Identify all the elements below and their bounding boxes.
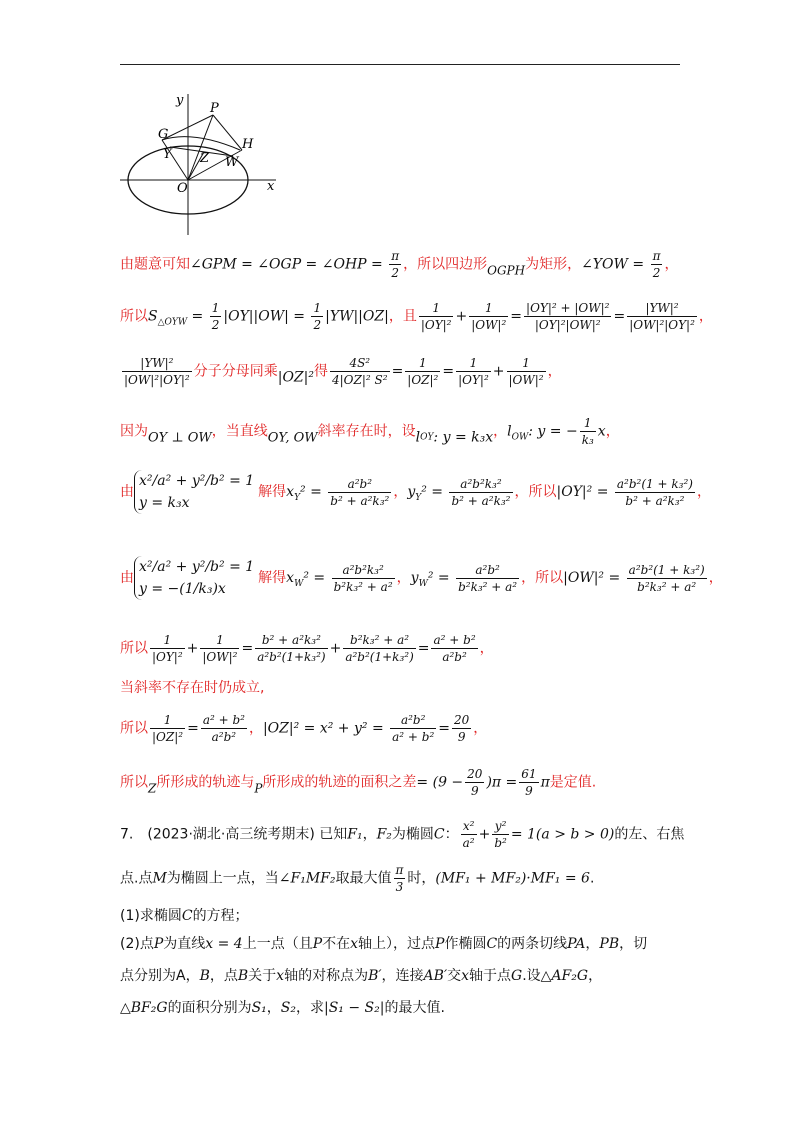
l4-text-4: ， — [493, 423, 508, 440]
l10-text-1: 所以 — [120, 774, 148, 791]
l4-text-5: ， — [605, 423, 620, 440]
q7-l1-math-2: F₂ — [376, 826, 392, 843]
l6-math-1: x — [286, 570, 295, 586]
l3-frac-3-num: 1 — [405, 355, 440, 372]
l7-text-2: ， — [479, 640, 494, 657]
q7-l6-text-1: 的面积分别为 — [167, 1000, 252, 1016]
l1-frac-2 — [651, 248, 663, 281]
q7-l2-frac-1-num: π — [395, 863, 404, 877]
q7-l4-math-4: x — [350, 936, 359, 952]
l9-frac-3 — [390, 712, 436, 745]
q7-l2-text-3: 取最大值 — [335, 870, 392, 887]
l9-frac-4 — [452, 712, 471, 745]
q7-l5-math-8: △AF₂G — [540, 968, 589, 984]
l2-frac-3-num: 1 — [419, 300, 454, 317]
l7-frac-1-num: 1 — [150, 632, 185, 649]
q7-l2-math-2: ∠F₁MF₂ — [278, 870, 336, 887]
l3-math-2: = — [391, 363, 404, 380]
l6-frac-2-num: a²b² — [456, 562, 519, 579]
header-rule — [120, 64, 680, 65]
l3-text-3: ， — [547, 363, 562, 380]
q7-l2-math-3: (MF₁ + MF₂)·MF₁ = 6 — [435, 870, 590, 887]
q7-l1-text-5: 的左、右焦 — [614, 826, 685, 843]
solution-line-7 — [120, 632, 700, 665]
solution-line-6 — [120, 556, 723, 600]
q7-line-2 — [120, 862, 700, 895]
l6-math-3: |OW|² = — [563, 570, 625, 586]
l3-frac-4-den: |OY|² — [458, 373, 489, 387]
q7-l4-text-1: (2)点 — [120, 936, 154, 952]
l7-math-2: = — [241, 640, 254, 657]
l5-frac-2-num: a²b²k₃² — [449, 476, 512, 493]
l6-frac-3-num: a²b²(1 + k₃²) — [628, 562, 705, 577]
l2-frac-4-num: 1 — [469, 300, 508, 317]
l1-text-4: ， — [664, 256, 679, 273]
solution-line-5 — [120, 470, 711, 514]
q7-l5-text-2: ，点 — [209, 968, 238, 984]
l6-math-2-end: ² = — [427, 570, 455, 586]
l7-frac-5-num: a² + b² — [433, 633, 476, 647]
l9-frac-2-num: a² + b² — [202, 713, 245, 727]
l5-frac-1-den: b² + a²k₃² — [330, 493, 390, 508]
l4-math-2: OY, OW — [267, 430, 318, 446]
l9-math-1: = — [187, 720, 199, 737]
q7-l6-math-3: S₂ — [280, 1000, 296, 1016]
l9-frac-2-den: a²b² — [211, 730, 237, 744]
l1-math-2: OGPH — [487, 263, 526, 278]
l1-text-1: 由题意可知 — [120, 256, 190, 273]
l7-frac-2 — [200, 632, 239, 665]
l9-frac-4-num: 20 — [454, 713, 470, 727]
l4-frac-1-num: 1 — [580, 415, 596, 432]
l1-text-3: 为矩形， — [525, 256, 582, 273]
l4-text-1: 因为 — [120, 423, 148, 440]
l7-frac-1 — [150, 632, 185, 665]
q7-l5-math-3: x — [276, 968, 285, 984]
q7-l1-frac-1 — [461, 818, 477, 851]
l10-frac-2 — [519, 766, 538, 799]
l2-math-5: + — [455, 308, 468, 325]
l4-math-3-sub: OY — [420, 432, 434, 443]
l10-text-2: 所形成的轨迹与 — [156, 774, 255, 791]
l6-math-2-sub: W — [418, 578, 428, 589]
l5-math-1-end: ² = — [300, 484, 327, 500]
l9-frac-1 — [150, 712, 185, 745]
q7-l5-text-6: 交 — [447, 968, 462, 984]
l3-frac-3 — [405, 355, 440, 388]
l9-frac-4-den: 9 — [457, 730, 466, 744]
l5-system-eq-2: y = k₃x — [139, 495, 190, 511]
q7-l1-math-5: = 1(a > b > 0) — [510, 826, 615, 843]
l10-math-2: P — [254, 781, 263, 796]
l9-frac-3-den: a² + b² — [392, 730, 435, 744]
l4-math-6: : y = − — [528, 423, 578, 440]
q7-l5-text-1: 点分别为A， — [120, 968, 200, 984]
l7-frac-5-den: a²b² — [442, 650, 467, 664]
l6-frac-2-den: b²k₃² + a² — [458, 579, 518, 594]
q7-l2-text-1: 点.点 — [120, 870, 153, 887]
q7-l6-text-4: 的最大值. — [384, 1000, 445, 1016]
l10-text-4: 是定值. — [549, 774, 597, 791]
q7-l1-math-1: F₁ — [347, 826, 363, 843]
l10-frac-1-den: 9 — [470, 784, 479, 798]
q7-line-1 — [120, 818, 700, 851]
l3-frac-5-den: |OW|² — [508, 373, 544, 387]
l2-math-4: |YW||OZ| — [325, 308, 389, 325]
l2-frac-6-den: |OW|²|OY|² — [629, 318, 695, 332]
l7-math-4: = — [417, 640, 430, 657]
label-x: x — [267, 179, 275, 194]
l10-math-1: Z — [148, 781, 157, 796]
l4-math-7: x — [597, 423, 606, 440]
q7-l4-math-2: x = 4 — [205, 936, 243, 952]
l3-frac-1-den: |OW|²|OY|² — [124, 373, 190, 387]
l10-math-5: π — [540, 774, 550, 791]
label-P: P — [210, 101, 219, 116]
q7-l6-math-1: △BF₂G — [120, 1000, 168, 1016]
q7-l4-text-9: ，切 — [619, 936, 648, 952]
l5-text-1: 由 — [120, 484, 134, 500]
l2-math-7: = — [613, 308, 626, 325]
q7-l1-frac-2 — [492, 818, 509, 851]
l3-frac-4-num: 1 — [456, 355, 491, 372]
l7-frac-4-den: a²b²(1+k₃²) — [345, 650, 414, 664]
q7-l4-text-3: 上一点（且 — [242, 936, 313, 952]
l3-frac-1-num: |YW|² — [122, 355, 192, 372]
q7-l5-text-5: ，连接 — [381, 968, 424, 984]
l3-text-2: 得 — [314, 363, 328, 380]
q7-l1-text-3: 为椭圆 — [391, 826, 434, 843]
l2-frac-6 — [627, 300, 697, 333]
label-Z: Z — [200, 151, 210, 166]
l3-frac-1 — [122, 355, 192, 388]
l6-frac-1 — [332, 562, 395, 595]
l10-text-3: 所形成的轨迹的面积之差 — [262, 774, 417, 791]
q7-l1-math-3: C — [433, 826, 445, 843]
q7-l2-text-2: 为椭圆上一点，当 — [166, 870, 279, 887]
q7-l4-text-2: 为直线 — [163, 936, 206, 952]
l5-text-4: ，所以 — [514, 484, 557, 500]
l6-text-5: ， — [708, 570, 723, 586]
q7-l3-text-1: (1)求椭圆 — [120, 908, 182, 924]
l10-math-4: )π = — [486, 774, 518, 791]
l7-frac-5 — [431, 632, 477, 665]
l2-text-3: ， — [698, 308, 713, 325]
q7-line-4 — [120, 934, 700, 954]
l9-math-2: |OZ|² = x² + y² = — [262, 720, 389, 737]
l5-system — [134, 470, 254, 514]
solution-line-2 — [120, 300, 713, 333]
q7-l4-math-8: PB — [599, 936, 620, 952]
l6-frac-1-num: a²b²k₃² — [332, 562, 395, 579]
q7-l4-text-4: 不在 — [322, 936, 351, 952]
q7-l4-math-5: P — [435, 936, 445, 952]
l7-frac-3-den: a²b²(1+k₃²) — [257, 650, 326, 664]
q7-l2-frac-1-den: 3 — [395, 880, 404, 894]
l3-frac-5-num: 1 — [507, 355, 546, 372]
l3-frac-2 — [330, 355, 390, 388]
l4-math-5: l — [507, 423, 512, 440]
q7-l4-text-6: 作椭圆 — [444, 936, 487, 952]
l4-text-3: 斜率存在时，设 — [317, 423, 416, 440]
l9-frac-3-num: a²b² — [390, 712, 436, 729]
l2-frac-4-den: |OW|² — [471, 318, 507, 332]
q7-l6-text-2: ， — [266, 1000, 281, 1016]
l7-frac-1-den: |OY|² — [152, 650, 183, 664]
l9-text-3: ， — [473, 720, 488, 737]
q7-l5-text-4: 轴的对称点为 — [284, 968, 369, 984]
q7-l5-text-9: ， — [588, 968, 603, 984]
l5-math-1-sub: Y — [294, 492, 301, 503]
l4-frac-1-den: k₃ — [581, 433, 594, 447]
l6-system-eq-1: x²/a² + y²/b² = 1 — [139, 559, 255, 575]
l2-math-6: = — [510, 308, 523, 325]
l4-math-3: l — [415, 429, 421, 446]
solution-line-4 — [120, 415, 700, 449]
l1-frac-2-den: 2 — [652, 266, 661, 280]
q7-l2-text-4: 时， — [407, 870, 436, 887]
q7-l1-frac-1-den: a² — [462, 836, 475, 850]
q7-line-6 — [120, 998, 700, 1018]
l6-text-3: ， — [396, 570, 411, 586]
q7-l1-frac-1-num: x² — [461, 818, 477, 835]
l2-text-2: ，且 — [388, 308, 417, 325]
q7-l5-math-5: AB′ — [423, 968, 448, 984]
l2-frac-5-den: |OY|²|OW|² — [534, 318, 601, 332]
l2-frac-5-num: |OY|² + |OW|² — [526, 301, 610, 315]
l2-frac-1-num: 1 — [211, 301, 220, 315]
q7-l3-text-2: 的方程； — [192, 908, 249, 924]
q7-l5-math-2: B — [237, 968, 249, 984]
solution-line-10 — [120, 766, 700, 799]
solution-line-8 — [120, 678, 700, 698]
l4-text-2: ，当直线 — [211, 423, 268, 440]
l6-text-1: 由 — [120, 570, 134, 586]
l6-math-2: y — [410, 570, 419, 586]
l3-frac-5 — [507, 355, 546, 388]
l2-frac-1-den: 2 — [211, 318, 220, 332]
l5-math-3: |OY|² = — [556, 484, 613, 500]
l7-frac-4 — [343, 632, 415, 665]
q7-l2-frac-1 — [394, 862, 406, 895]
l3-math-4: + — [492, 363, 505, 380]
q7-l5-math-1: B — [199, 968, 210, 984]
label-G: G — [158, 127, 169, 142]
q7-l6-math-4: |S₁ − S₂| — [323, 1000, 385, 1016]
solution-line-1 — [120, 248, 700, 281]
l1-frac-1 — [389, 248, 401, 281]
q7-line-5 — [120, 966, 700, 986]
l5-math-2-sub: Y — [415, 492, 422, 503]
l6-frac-3-den: b²k₃² + a² — [637, 579, 697, 594]
l1-math-1: ∠GPM = ∠OGP = ∠OHP = — [190, 256, 388, 273]
l9-frac-1-num: 1 — [150, 712, 185, 729]
l9-math-3: = — [438, 720, 451, 737]
ellipse-figure — [118, 90, 288, 240]
l2-frac-2-num: 1 — [313, 301, 322, 315]
l2-frac-2-den: 2 — [313, 318, 322, 332]
l6-math-1-sub: W — [294, 578, 304, 589]
l2-frac-1 — [210, 300, 222, 333]
l7-frac-2-den: |OW|² — [202, 650, 238, 664]
q7-l4-text-7: 的两条切线 — [497, 936, 568, 952]
q7-l6-math-2: S₁ — [251, 1000, 267, 1016]
q7-l2-text-5: . — [589, 870, 595, 887]
l9-frac-2 — [201, 712, 247, 745]
l2-frac-5 — [524, 300, 611, 333]
l1-frac-1-num: π — [391, 249, 400, 263]
l5-text-2: 解得 — [258, 484, 287, 500]
l2-frac-6-num: |YW|² — [627, 300, 697, 317]
l10-frac-1-num: 20 — [467, 767, 483, 781]
l5-math-2-end: ² = — [421, 484, 448, 500]
q7-l4-math-7: PA — [567, 936, 586, 952]
q7-l4-math-6: C — [486, 936, 498, 952]
q7-line-3 — [120, 906, 700, 926]
q7-l1-frac-2-den: b² — [494, 836, 507, 850]
l5-math-2: y — [407, 484, 416, 500]
q7-l5-text-3: 关于 — [248, 968, 277, 984]
l4-math-1: OY ⊥ OW — [148, 430, 212, 446]
l7-frac-4-num: b²k₃² + a² — [343, 632, 415, 649]
q7-l3-math-1: C — [181, 908, 193, 924]
l4-math-5-sub: OW — [511, 432, 529, 443]
l6-frac-1-den: b²k₃² + a² — [333, 579, 393, 594]
l3-math-3: = — [442, 363, 455, 380]
l1-frac-1-den: 2 — [391, 266, 399, 280]
l5-text-5: ， — [696, 484, 711, 500]
q7-l2-math-1: M — [152, 870, 167, 887]
l3-frac-3-den: |OZ|² — [407, 373, 439, 387]
q7-l4-math-3: P — [312, 936, 323, 952]
q7-l5-math-4: B′ — [368, 968, 382, 984]
l7-math-1: + — [186, 640, 199, 657]
l5-frac-3 — [615, 476, 695, 509]
solution-line-9 — [120, 712, 700, 745]
l9-frac-1-den: |OZ|² — [152, 730, 184, 744]
l2-text-1: 所以 — [120, 308, 148, 325]
l10-math-3: = (9 − — [416, 774, 464, 791]
l5-frac-3-num: a²b²(1 + k₃²) — [616, 476, 693, 491]
l6-system — [134, 556, 254, 600]
q7-l5-math-7: G — [511, 968, 523, 984]
l5-frac-1-num: a²b² — [328, 476, 391, 493]
l4-math-4: : y = k₃x — [433, 429, 494, 446]
l5-frac-2 — [449, 476, 512, 509]
l6-frac-2 — [456, 562, 519, 595]
l5-frac-2-den: b² + a²k₃² — [451, 493, 511, 508]
l1-text-2: ，所以四边形 — [403, 256, 488, 273]
l6-math-1-end: ² = — [303, 570, 330, 586]
l7-frac-3 — [255, 632, 327, 665]
q7-l1-text-4: ： — [444, 826, 459, 843]
l2-frac-4 — [469, 300, 508, 333]
l8-text-1: 当斜率不存在时仍成立, — [120, 680, 265, 696]
l5-system-eq-1: x²/a² + y²/b² = 1 — [139, 473, 255, 489]
l6-frac-3 — [627, 562, 707, 595]
l10-frac-1 — [465, 766, 484, 799]
label-O: O — [177, 181, 188, 196]
l5-frac-1 — [328, 476, 391, 509]
l2-frac-3 — [419, 300, 454, 333]
q7-l4-text-8: ， — [585, 936, 600, 952]
l2-frac-2 — [311, 300, 323, 333]
q7-l1-math-4: + — [478, 826, 491, 843]
q7-l1-frac-2-num: y² — [492, 818, 509, 835]
l2-frac-3-den: |OY|² — [420, 318, 452, 332]
l3-frac-2-den: 4|OZ|² S² — [332, 373, 388, 387]
q7-l4-math-1: P — [153, 936, 164, 952]
l2-math-1-sub: △OYW — [157, 317, 188, 328]
l6-system-eq-2: y = −(1/k₃)x — [139, 581, 226, 597]
label-Y: Y — [163, 147, 172, 162]
l7-frac-2-num: 1 — [200, 632, 239, 649]
l7-frac-3-num: b² + a²k₃² — [255, 632, 327, 649]
l2-math-3: |OY||OW| = — [223, 308, 310, 325]
q7-l5-math-6: x — [461, 968, 470, 984]
l3-frac-4 — [456, 355, 491, 388]
q7-l5-text-7: 轴于点 — [469, 968, 512, 984]
q7-l4-text-5: 轴上），过点 — [358, 936, 436, 952]
l9-text-1: 所以 — [120, 720, 148, 737]
l10-frac-2-den: 9 — [525, 784, 533, 798]
label-W: W — [225, 155, 239, 170]
l3-frac-2-num: 4S² — [330, 355, 390, 372]
l10-frac-2-num: 61 — [521, 767, 537, 781]
l7-math-3: + — [329, 640, 342, 657]
l6-text-2: 解得 — [258, 570, 287, 586]
l9-text-2: ， — [248, 720, 263, 737]
l2-math-1: S — [148, 308, 158, 325]
solution-line-3 — [120, 355, 700, 388]
l3-math-1: |OZ|² — [277, 369, 314, 386]
l5-text-3: ， — [393, 484, 408, 500]
l5-math-1: x — [286, 484, 295, 500]
l3-text-1: 分子分母同乘 — [193, 363, 278, 380]
q7-l1-text-1: 7. (2023·湖北·高三统考期末) 已知 — [120, 826, 348, 843]
label-H: H — [242, 137, 254, 152]
l5-frac-3-den: b² + a²k₃² — [625, 493, 685, 508]
q7-l1-text-2: ， — [362, 826, 377, 843]
l7-text-1: 所以 — [120, 640, 148, 657]
q7-l6-text-3: ，求 — [295, 1000, 324, 1016]
q7-l5-text-8: .设 — [522, 968, 541, 984]
l4-frac-1 — [580, 415, 596, 448]
l1-math-3: ∠YOW = — [581, 256, 649, 273]
l6-text-4: ，所以 — [521, 570, 564, 586]
l1-frac-2-num: π — [652, 249, 661, 263]
label-y: y — [176, 93, 184, 108]
l2-math-2: = — [187, 308, 208, 325]
